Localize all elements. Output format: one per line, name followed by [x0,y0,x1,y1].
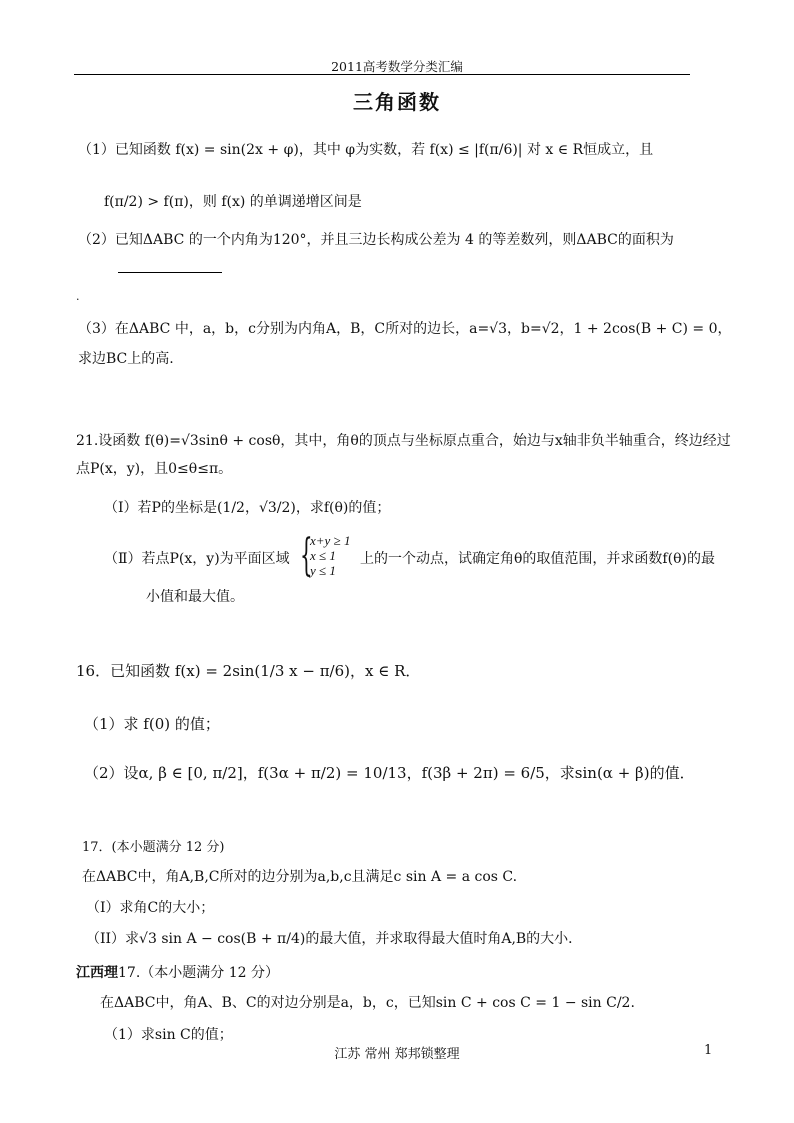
q3-line1: （3）在ΔABC 中，a，b，c分别为内角A，B，C所对的边长，a=√3，b=√2，1 + 2cos(B + C) = 0， [78,321,732,337]
region-condition-2: x ≤ 1 [310,548,336,563]
page-number: 1 [704,1043,713,1058]
jx17-head: 17.（本小题满分 12 分） [118,965,279,981]
q21-part2-end: 小值和最大值。 [146,589,244,605]
q17-part2: （II）求√3 sin A − cos(B + π/4)的最大值，并求取得最大值时角A,B的大小． [86,931,583,947]
header-divider [74,74,690,75]
page-footer: 江苏 常州 郑邦锁整理 [334,1047,460,1062]
jx17-heading [76,962,279,982]
q17-part1: （I）求角C的大小； [86,900,215,916]
q17-line1: 在ΔABC中，角A,B,C所对的边分别为a,b,c且满足c sin A = a cos C. [82,869,518,885]
brace-symbol: { [300,530,313,581]
q1-line1: （1）已知函数 f(x) = sin(2x + φ)，其中 φ为实数，若 f(x) ≤ |f(π/6)| 对 x ∈ R恒成立，且 [78,142,654,158]
q21-line1: 21.设函数 f(θ)=√3sinθ + cosθ，其中，角θ的顶点与坐标原点重合，始边与x轴非负半轴重合，终边经过 [76,433,731,449]
q17-heading: 17．(本小题满分 12 分) [82,840,225,855]
q16-part2: （2）设α, β ∈ [0, π/2]，f(3α + π/2) = 10/13，f(3β + 2π) = 6/5，求sin(α + β)的值． [84,764,695,782]
page-title: 三角函数 [353,90,441,114]
region-condition-3: y ≤ 1 [310,563,336,578]
jx17-label: 江西理 [76,965,118,981]
stray-dot: . [76,290,80,303]
q2-line1: （2）已知ΔABC 的一个内角为120°，并且三边长构成公差为 4 的等差数列，则ΔABC的面积为 [78,232,674,248]
q1-line2: f(π/2) > f(π)，则 f(x) 的单调递增区间是 [104,194,362,210]
jx17-part1: （1）求sin C的值； [104,1027,233,1043]
page-header: 2011高考数学分类汇编 [331,59,463,74]
q21-part2-start: （Ⅱ）若点P(x，y)为平面区域 [104,551,290,567]
inequality-system [300,530,362,581]
region-condition-1: x+y ≥ 1 [310,533,351,548]
q21-line2: 点P(x，y)，且0≤θ≤π。 [76,461,233,477]
answer-blank [118,272,222,273]
jx17-line1: 在ΔABC中，角A、B、C的对边分别是a，b，c，已知sin C + cos C = 1 − sin C/2. [100,995,635,1011]
q21-part1: （Ⅰ）若P的坐标是(1/2，√3/2)，求f(θ)的值； [104,500,391,516]
q3-line2: 求边BC上的高. [78,351,174,367]
q16-line1: 16．已知函数 f(x) = 2sin(1/3 x − π/6)，x ∈ R． [76,662,421,680]
q21-part2-cont: 上的一个动点，试确定角θ的取值范围，并求函数f(θ)的最 [360,551,715,567]
q16-part1: （1）求 f(0) 的值； [84,715,220,733]
